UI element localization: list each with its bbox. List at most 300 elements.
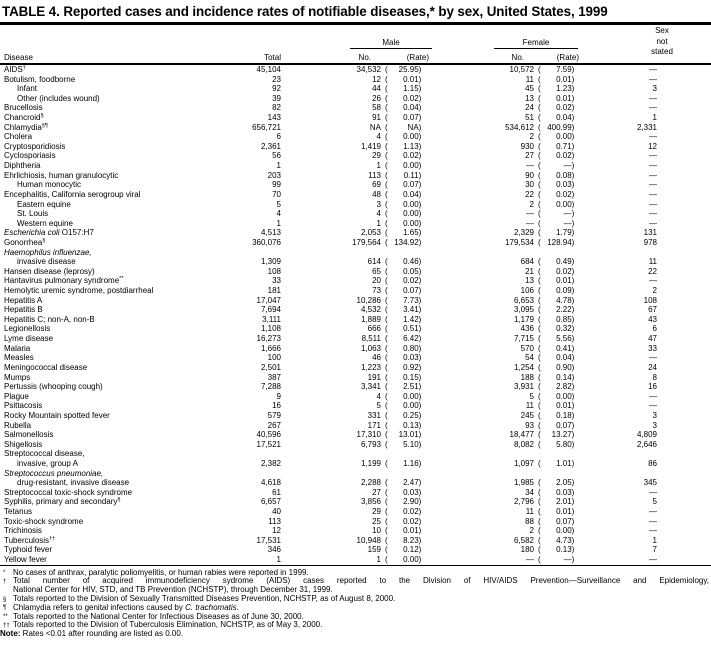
cell-female-no: [433, 248, 534, 258]
cell-female-no: 10,572: [509, 65, 534, 74]
cell-female-rate: ( 0.08): [538, 170, 575, 180]
col-header-disease: Disease: [4, 53, 33, 62]
table-row: [0, 517, 711, 527]
col-header-male-rate: (Rate): [406, 53, 429, 62]
cell-male-rate-value: 0.05: [403, 266, 419, 276]
page-title: TABLE 4. Reported cases and incidence rates of notifiable diseases,* by sex, United States, 1999: [2, 4, 608, 19]
cell-male-rate: ( 1.15): [385, 84, 422, 94]
table-row: [0, 209, 711, 219]
cell-total: 108: [267, 266, 281, 276]
cell-sex-not-stated: —: [649, 555, 657, 565]
cell-total: 1,309: [260, 257, 281, 267]
cell-male-no: 4: [376, 391, 381, 401]
cell-female-rate-value: 0.41: [556, 343, 572, 353]
disease-name: Eastern equine: [17, 199, 71, 209]
table-row: [0, 545, 711, 555]
cell-sex-not-stated: 8: [652, 372, 657, 382]
cell-total: 61: [272, 487, 281, 497]
footnote-marker: §: [117, 497, 121, 504]
cell-total: 40,596: [256, 430, 281, 440]
cell-sex-not-stated: 3: [652, 420, 657, 430]
disease-name: Rubella: [4, 420, 32, 430]
cell-male-rate: ( NA): [385, 122, 422, 132]
disease-name: Cholera: [4, 132, 33, 142]
cell-female-no: 245: [520, 410, 534, 420]
cell-female-rate: ( 0.01): [538, 276, 575, 286]
cell-male-no: 69: [372, 180, 381, 190]
cell-sex-not-stated: —: [649, 161, 657, 171]
disease-name: Yellow fever: [4, 555, 47, 565]
cell-male-no: 27: [372, 487, 381, 497]
cell-sex-not-stated: 33: [648, 343, 657, 353]
cell-female-rate: ( 0.03): [538, 487, 575, 497]
table-row: [0, 478, 711, 488]
cell-female-no: 3,095: [513, 305, 534, 315]
cell-female-rate-value: —: [563, 161, 572, 171]
cell-female-rate: ( 0.01): [538, 401, 575, 411]
cell-total: 1,666: [260, 343, 281, 353]
col-header-male: Male: [350, 38, 432, 49]
cell-male-rate-value: 0.07: [403, 286, 419, 296]
cell-sex-not-stated: —: [649, 103, 657, 113]
cell-female-rate-value: 0.01: [556, 276, 572, 286]
cell-female-rate: ( 128.94): [538, 237, 575, 247]
cell-male-rate-value: 0.04: [403, 103, 419, 113]
disease-name: Encephalitis, California serogroup viral: [4, 189, 141, 199]
cell-male-rate: ( 134.92): [385, 237, 422, 247]
cell-female-rate: ( 7.59): [538, 65, 575, 74]
cell-sex-not-stated: 3: [652, 84, 657, 94]
cell-male-rate-value: 0.00: [403, 391, 419, 401]
cell-female-rate: ( 0.01): [538, 93, 575, 103]
cell-male-rate-value: 1.13: [403, 141, 419, 151]
cell-female-no: —: [526, 161, 534, 171]
disease-name: Typhoid fever: [4, 545, 53, 555]
cell-male-rate-value: 0.15: [403, 372, 419, 382]
cell-female-no: 180: [520, 545, 534, 555]
cell-total: 7,694: [260, 305, 281, 315]
cell-male-rate-value: 134.92: [394, 237, 419, 247]
cell-total: 7,288: [260, 382, 281, 392]
cell-total: [247, 469, 281, 479]
cell-total: 1: [276, 555, 281, 565]
disease-name: Ehrlichiosis, human granulocytic: [4, 170, 119, 180]
cell-male-no: NA: [369, 122, 381, 132]
table-row: [0, 171, 711, 181]
cell-female-no: 93: [525, 420, 534, 430]
table-row: [0, 84, 711, 94]
disease-name: Gonorrhea§: [4, 237, 46, 247]
table-row: [0, 440, 711, 450]
cell-female-rate: ( 0.90): [538, 362, 575, 372]
footnote-marker: §: [3, 596, 7, 603]
cell-female-rate: ( 400.99): [538, 122, 575, 132]
cell-female-rate: ( 0.85): [538, 314, 575, 324]
cell-male-rate-value: 0.01: [403, 526, 419, 536]
cell-sex-not-stated: —: [649, 170, 657, 180]
table-row: [0, 248, 711, 258]
cell-male-rate: ( 2.47): [385, 478, 422, 488]
table-row: [0, 334, 711, 344]
footnote-marker: §: [42, 237, 46, 244]
cell-male-rate: [381, 449, 433, 459]
cell-male-rate-value: 5.10: [403, 439, 419, 449]
cell-male-no: 1: [376, 555, 381, 565]
cell-female-rate-value: 0.90: [556, 362, 572, 372]
cell-male-no: 3: [376, 199, 381, 209]
cell-male-rate: ( 0.02): [385, 93, 422, 103]
cell-female-rate: ( 2.01): [538, 497, 575, 507]
cell-sex-not-stated: 5: [652, 497, 657, 507]
cell-male-rate: ( 1.65): [385, 228, 422, 238]
cell-female-rate-value: 2.22: [556, 305, 572, 315]
cell-male-no: 34,532: [356, 65, 381, 74]
table-row: [0, 421, 711, 431]
cell-male-rate: ( 0.00): [385, 199, 422, 209]
cell-female-rate-value: 7.59: [556, 65, 572, 74]
footnote-marker: **: [3, 614, 8, 621]
cell-male-rate-value: 0.51: [403, 324, 419, 334]
cell-female-rate-value: 0.04: [556, 113, 572, 123]
footnote-line: § Totals reported to the Division of Sexually Transmitted Diseases Prevention, NCHSTP, as of August 8, 2000.: [3, 594, 396, 604]
cell-female-no: 106: [520, 286, 534, 296]
cell-sex-not-stated: 2: [652, 286, 657, 296]
footnote-marker: †: [3, 578, 7, 585]
col-header-female-rate: (Rate): [556, 53, 579, 62]
cell-sex-not-stated: —: [649, 391, 657, 401]
disease-name: Hepatitis A: [4, 295, 43, 305]
cell-female-rate-value: 0.13: [556, 545, 572, 555]
cell-female-rate: ( 0.41): [538, 343, 575, 353]
cell-total: [247, 449, 281, 459]
cell-sex-not-stated: —: [649, 526, 657, 536]
cell-sex-not-stated: —: [649, 507, 657, 517]
cell-total: 39: [272, 93, 281, 103]
cell-male-no: 1,199: [360, 458, 381, 468]
cell-female-no: —: [526, 218, 534, 228]
cell-male-rate: ( 0.05): [385, 266, 422, 276]
disease-name: Malaria: [4, 343, 31, 353]
disease-name: Cryptosporidiosis: [4, 141, 66, 151]
footnote-marker: **: [119, 276, 124, 283]
table-row: [0, 123, 711, 133]
cell-female-rate-value: 0.01: [556, 401, 572, 411]
cell-male-rate: ( 6.42): [385, 334, 422, 344]
sex-header-line3: stated: [651, 47, 673, 57]
cell-female-rate-value: 4.73: [556, 535, 572, 545]
cell-male-no: [281, 469, 381, 479]
cell-female-rate: ( —): [538, 209, 575, 219]
footnote-line: ¶ Chlamydia refers to genital infections caused by C. trachomatis.: [3, 602, 239, 612]
cell-female-rate: [534, 248, 583, 258]
cell-male-no: 10,948: [356, 535, 381, 545]
cell-female-rate: ( 13.27): [538, 430, 575, 440]
cell-male-rate: ( 0.04): [385, 103, 422, 113]
cell-male-rate: ( 25.95): [385, 65, 422, 74]
cell-sex-not-stated: —: [649, 93, 657, 103]
table-body: [0, 65, 711, 565]
cell-male-rate: ( 0.00): [385, 401, 422, 411]
cell-total: 181: [267, 286, 281, 296]
cell-male-rate-value: 1.42: [403, 314, 419, 324]
cell-female-no: 22: [525, 189, 534, 199]
disease-name: AIDS†: [4, 65, 26, 74]
cell-total: 16: [272, 401, 281, 411]
cell-female-no: 3,931: [513, 382, 534, 392]
table-row: [0, 142, 711, 152]
cell-sex-not-stated: —: [649, 180, 657, 190]
cell-female-rate: ( —): [538, 555, 575, 565]
cell-female-no: 24: [525, 103, 534, 113]
cell-total: 40: [272, 507, 281, 517]
table-row: [0, 219, 711, 229]
footnote-line: * No cases of anthrax, paralytic poliomyelitis, or human rabies were reported in 1999.: [3, 567, 309, 577]
table-row: [0, 488, 711, 498]
cell-total: 143: [267, 113, 281, 123]
table-row: [0, 411, 711, 421]
table-row: [0, 228, 711, 238]
cell-female-rate-value: 0.00: [556, 199, 572, 209]
footnote-marker: ††: [3, 622, 10, 629]
disease-name: Plague: [4, 391, 29, 401]
cell-female-rate: ( 0.02): [538, 266, 575, 276]
cell-male-no: 29: [372, 151, 381, 161]
cell-total: 2,361: [260, 141, 281, 151]
cell-male-no: [281, 449, 381, 459]
cell-sex-not-stated: 43: [648, 314, 657, 324]
table-row: [0, 103, 711, 113]
cell-male-rate: ( 0.46): [385, 257, 422, 267]
cell-male-rate: ( 0.01): [385, 74, 422, 84]
cell-male-rate: ( 0.25): [385, 410, 422, 420]
cell-female-rate: ( 0.32): [538, 324, 575, 334]
cell-total: 99: [272, 180, 281, 190]
cell-female-rate-value: 0.00: [556, 391, 572, 401]
cell-total: 6: [276, 132, 281, 142]
cell-female-rate: ( 2.05): [538, 478, 575, 488]
disease-name: Lyme disease: [4, 334, 54, 344]
cell-female-no: 13: [525, 276, 534, 286]
cell-female-rate: ( 0.07): [538, 516, 575, 526]
col-header-female-no: No.: [511, 53, 524, 62]
cell-female-rate: ( 1.23): [538, 84, 575, 94]
cell-female-no: 21: [525, 266, 534, 276]
cell-total: 2,382: [260, 458, 281, 468]
cell-female-rate: [534, 449, 583, 459]
cell-female-rate-value: 0.02: [556, 189, 572, 199]
cell-female-no: 2,796: [513, 497, 534, 507]
cell-female-no: 930: [520, 141, 534, 151]
table-row: [0, 373, 711, 383]
cell-male-rate: ( 0.02): [385, 151, 422, 161]
cell-male-no: 17,310: [356, 430, 381, 440]
col-header-male-no: No.: [358, 53, 371, 62]
table-row: [0, 507, 711, 517]
cell-sex-not-stated: 1: [652, 535, 657, 545]
cell-male-no: 666: [367, 324, 381, 334]
cell-male-rate: ( 0.00): [385, 555, 422, 565]
cell-male-rate: ( 0.03): [385, 487, 422, 497]
cell-male-rate: ( 0.03): [385, 353, 422, 363]
cell-female-no: 2: [529, 199, 534, 209]
cell-male-no: 10: [372, 526, 381, 536]
cell-sex-not-stated: 3: [652, 410, 657, 420]
cell-male-rate: ( 1.13): [385, 141, 422, 151]
cell-male-no: 1,889: [360, 314, 381, 324]
table-row: [0, 161, 711, 171]
footnote-marker: §¶: [41, 122, 48, 129]
cell-male-rate: ( 0.92): [385, 362, 422, 372]
cell-male-rate-value: 0.92: [403, 362, 419, 372]
table-row: [0, 324, 711, 334]
cell-total: 17,531: [256, 535, 281, 545]
col-header-female: Female: [494, 38, 578, 49]
cell-female-rate-value: 0.02: [556, 151, 572, 161]
cell-male-rate-value: 0.25: [403, 410, 419, 420]
cell-female-rate-value: 128.94: [547, 237, 572, 247]
cell-male-rate-value: 0.07: [403, 180, 419, 190]
cell-sex-not-stated: 2,646: [636, 439, 657, 449]
cell-sex-not-stated: 2,331: [636, 122, 657, 132]
disease-name: Hemolytic uremic syndrome, postdiarrheal: [4, 286, 154, 296]
disease-name: Psittacosis: [4, 401, 43, 411]
cell-female-no: 51: [525, 113, 534, 123]
cell-female-no: 13: [525, 93, 534, 103]
footnote-marker: ¶: [3, 605, 7, 612]
cell-male-rate-value: 0.00: [403, 132, 419, 142]
cell-female-no: 534,612: [505, 122, 534, 132]
cell-male-rate: ( 0.51): [385, 324, 422, 334]
table-row: [0, 267, 711, 277]
footnotes: [0, 569, 711, 639]
cell-female-no: [433, 449, 534, 459]
disease-name: Botulism, foodborne: [4, 74, 76, 84]
cell-total: 656,721: [252, 122, 281, 132]
cell-female-rate-value: 2.05: [556, 478, 572, 488]
disease-name: Measles: [4, 353, 34, 363]
disease-name: Hantavirus pulmonary syndrome**: [4, 276, 124, 286]
cell-sex-not-stated: —: [649, 74, 657, 84]
disease-name: Trichinosis: [4, 526, 42, 536]
disease-name: Chlamydia§¶: [4, 122, 48, 132]
cell-male-no: 26: [372, 93, 381, 103]
cell-female-rate: ( 0.01): [538, 74, 575, 84]
disease-name: Haemophilus influenzae,: [4, 247, 92, 257]
cell-sex-not-stated: 24: [648, 362, 657, 372]
disease-name: Hansen disease (leprosy): [4, 266, 95, 276]
cell-male-no: 46: [372, 353, 381, 363]
cell-male-no: [281, 248, 381, 258]
disease-name: Infant: [17, 84, 38, 94]
table-row: [0, 113, 711, 123]
cell-female-rate: ( 1.79): [538, 228, 575, 238]
cell-female-no: 90: [525, 170, 534, 180]
cell-sex-not-stated: 67: [648, 305, 657, 315]
cell-male-rate-value: 13.01: [398, 430, 419, 440]
cell-female-rate-value: 400.99: [547, 122, 572, 132]
cell-male-no: 171: [367, 420, 381, 430]
cell-male-rate: ( 0.00): [385, 132, 422, 142]
cell-male-rate: ( 0.04): [385, 189, 422, 199]
cell-male-rate: ( 0.02): [385, 276, 422, 286]
table-row: [0, 180, 711, 190]
cell-sex-not-stated: 6: [652, 324, 657, 334]
cell-male-rate-value: 3.41: [403, 305, 419, 315]
disease-name: Cyclosporiasis: [4, 151, 56, 161]
cell-female-rate: ( —): [538, 161, 575, 171]
cell-sex-not-stated: 345: [643, 478, 657, 488]
disease-name: Meningococcal disease: [4, 362, 88, 372]
cell-female-no: 7,715: [513, 334, 534, 344]
cell-sex-not-stated: —: [649, 65, 657, 74]
cell-total: 17,047: [256, 295, 281, 305]
cell-male-rate-value: 2.90: [403, 497, 419, 507]
disease-name: invasive, group A: [17, 458, 78, 468]
footnote-line: † Total number of acquired immunodeficiency sydrome (AIDS) cases reported to the Division of HIV/AIDS Prevention—Surveillance and Epidemiology,: [3, 576, 709, 586]
cell-sex-not-stated: —: [649, 401, 657, 411]
cell-male-rate-value: 0.00: [403, 209, 419, 219]
disease-name: Salmonellosis: [4, 430, 54, 440]
cell-female-rate-value: —: [563, 218, 572, 228]
cell-sex-not-stated: 86: [648, 458, 657, 468]
cell-total: 33: [272, 276, 281, 286]
cell-female-rate-value: 4.78: [556, 295, 572, 305]
note-label: Note:: [0, 629, 21, 639]
cell-male-rate: ( 0.07): [385, 113, 422, 123]
cell-female-rate: ( 0.04): [538, 113, 575, 123]
cell-female-rate: ( 0.00): [538, 132, 575, 142]
table-row: [0, 459, 711, 469]
cell-total: 2,501: [260, 362, 281, 372]
cell-total: 17,521: [256, 439, 281, 449]
disease-name: Hepatitis B: [4, 305, 43, 315]
cell-male-rate-value: 0.02: [403, 151, 419, 161]
table-row: [0, 276, 711, 286]
table-row: [0, 238, 711, 248]
cell-female-no: 179,534: [505, 237, 534, 247]
cell-male-no: 91: [372, 113, 381, 123]
cell-male-rate: ( 0.07): [385, 180, 422, 190]
cell-male-no: 48: [372, 189, 381, 199]
cell-total: 346: [267, 545, 281, 555]
footnote-marker: ††: [49, 535, 56, 542]
table-row: [0, 305, 711, 315]
cell-male-rate: ( 0.12): [385, 545, 422, 555]
cell-male-rate: [381, 469, 433, 479]
cell-sex-not-stated: —: [649, 276, 657, 286]
cell-male-rate: ( 0.13): [385, 420, 422, 430]
table-row: [0, 363, 711, 373]
table-row: [0, 469, 711, 479]
cell-female-rate: ( 0.49): [538, 257, 575, 267]
cell-male-rate-value: NA: [407, 122, 419, 132]
cell-female-no: 8,082: [513, 439, 534, 449]
cell-male-no: 614: [367, 257, 381, 267]
cell-total: 45,104: [256, 65, 281, 74]
table-row: [0, 401, 711, 411]
cell-male-rate: ( 13.01): [385, 430, 422, 440]
cell-male-rate: ( 5.10): [385, 439, 422, 449]
cell-female-rate: ( 5.56): [538, 334, 575, 344]
cell-sex-not-stated: 108: [643, 295, 657, 305]
cell-male-no: 2,288: [360, 478, 381, 488]
cell-sex-not-stated: —: [649, 487, 657, 497]
cell-total: 92: [272, 84, 281, 94]
cell-sex-not-stated: 11: [648, 257, 657, 267]
cell-male-rate: ( 0.11): [385, 170, 422, 180]
cell-male-rate-value: 0.00: [403, 555, 419, 565]
cell-male-rate: ( 0.07): [385, 286, 422, 296]
